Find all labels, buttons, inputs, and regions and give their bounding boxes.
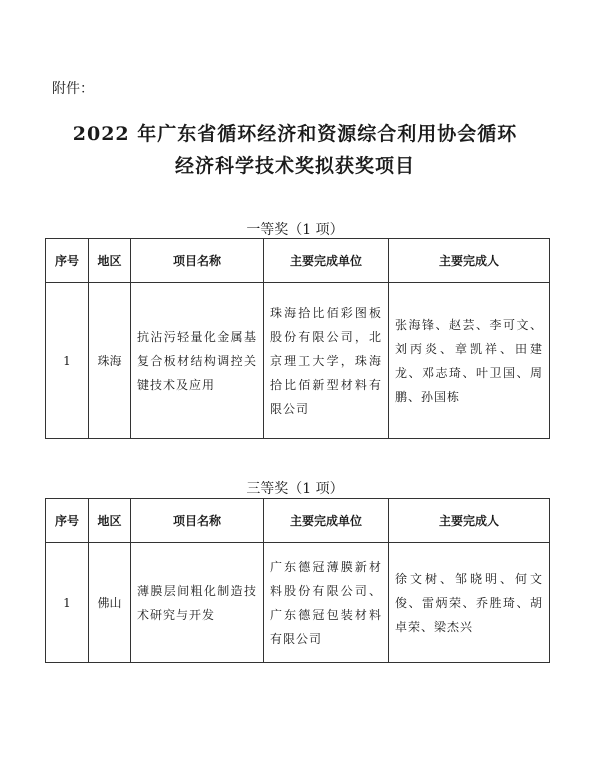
section-heading-first-prize: 一等奖（1 项）	[246, 222, 344, 238]
table-row	[46, 283, 550, 439]
cell-index: 1	[46, 543, 89, 663]
col-header-project: 项目名称	[131, 239, 264, 283]
cell-people	[389, 283, 550, 439]
document-title-line-2: 经济科学技术奖拟获奖项目	[174, 155, 415, 177]
document-title-line-1: 2022 年广东省循环经济和资源综合利用协会循环	[72, 123, 518, 145]
completing-people: 张海锋、赵芸、李可文、刘丙炎、章凯祥、田建龙、邓志琦、叶卫国、周鹏、孙国栋	[395, 317, 543, 404]
cell-project	[131, 283, 264, 439]
col-header-people: 主要完成人	[389, 239, 550, 283]
col-header-index: 序号	[46, 239, 89, 283]
completing-units: 珠海拾比佰彩图板股份有限公司，北京理工大学，珠海拾比佰新型材料有限公司	[270, 305, 382, 416]
col-header-region: 地区	[89, 499, 131, 543]
attachment-label: 附件：	[52, 81, 94, 97]
col-header-project: 项目名称	[131, 499, 264, 543]
first-prize-table	[45, 238, 550, 439]
col-header-region: 地区	[89, 239, 131, 283]
project-name: 抗沾污轻量化金属基复合板材结构调控关键技术及应用	[137, 329, 257, 392]
cell-units	[264, 283, 389, 439]
cell-units	[264, 543, 389, 663]
section-heading-third-prize: 三等奖（1 项）	[246, 481, 344, 497]
table-header-row	[46, 499, 550, 543]
third-prize-table	[45, 498, 550, 663]
col-header-people: 主要完成人	[389, 499, 550, 543]
table-header-row	[46, 239, 550, 283]
cell-region: 佛山	[89, 543, 131, 663]
cell-project	[131, 543, 264, 663]
col-header-units: 主要完成单位	[264, 239, 389, 283]
col-header-units: 主要完成单位	[264, 499, 389, 543]
cell-region: 珠海	[89, 283, 131, 439]
completing-units: 广东德冠薄膜新材料股份有限公司、广东德冠包装材料有限公司	[270, 559, 382, 646]
col-header-index: 序号	[46, 499, 89, 543]
project-name: 薄膜层间粗化制造技术研究与开发	[137, 583, 257, 622]
table-row	[46, 543, 550, 663]
cell-index: 1	[46, 283, 89, 439]
completing-people: 徐文树、邹晓明、何文俊、雷炳荣、乔胜琦、胡卓荣、梁杰兴	[395, 571, 543, 634]
cell-people	[389, 543, 550, 663]
